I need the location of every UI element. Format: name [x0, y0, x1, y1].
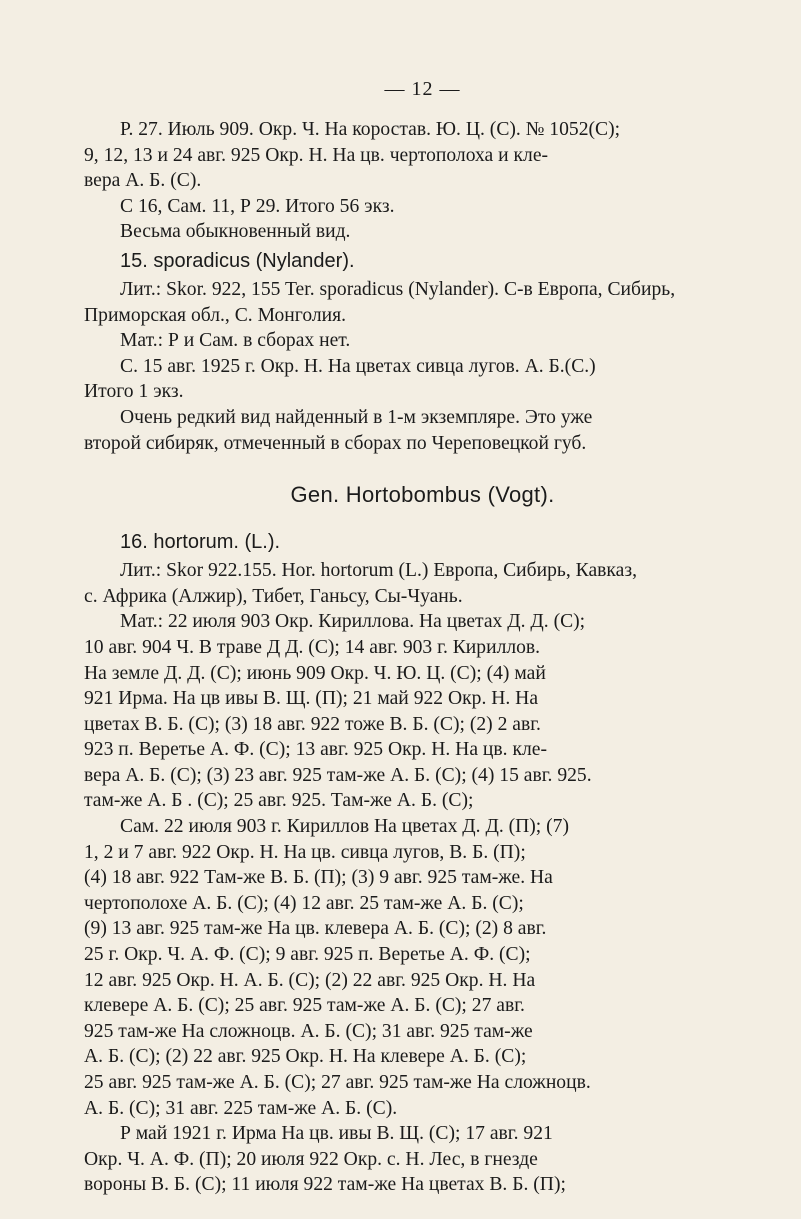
text-line: Весьма обыкновенный вид.: [120, 221, 351, 243]
text-line: Сам. 22 июля 903 г. Кириллов На цветах Д. Д. (П); (7): [120, 816, 570, 838]
text-line: вороны В. Б. (С); 11 июля 922 там-же На цветах В. Б. (П);: [84, 1174, 566, 1196]
paragraph-species15: [84, 277, 761, 456]
text-line: цветах В. Б. (С); (3) 18 авг. 922 тоже В. Б. (С); (2) 2 авг.: [84, 713, 541, 735]
text-line: Итого 1 экз.: [84, 381, 184, 403]
text-line: С. 15 авг. 1925 г. Окр. Н. На цветах сивца лугов. А. Б.(С.): [120, 355, 596, 377]
text-line: 9, 12, 13 и 24 авг. 925 Окр. Н. На цв. чертополоха и кле-: [84, 144, 549, 166]
species-heading-16: 16. hortorum. (L.).: [120, 531, 281, 554]
text-line: 10 авг. 904 Ч. В траве Д Д. (С); 14 авг. 903 г. Кириллов.: [84, 636, 541, 658]
page-number: — 12 —: [384, 78, 461, 100]
paragraph-species14-records: [84, 117, 761, 245]
text-line: клевере А. Б. (С); 25 авг. 925 там-же А. Б. (С); 27 авг.: [84, 995, 525, 1017]
text-line: (9) 13 авг. 925 там-же На цв. клевера А. Б. (С); (2) 8 авг.: [84, 918, 547, 940]
text-line: 12 авг. 925 Окр. Н. А. Б. (С); (2) 22 авг. 925 Окр. Н. На: [84, 969, 536, 991]
text-line: Р. 27. Июль 909. Окр. Ч. На коростав. Ю. Ц. (С). № 1052(С);: [120, 119, 621, 140]
paragraph-species16: [84, 558, 761, 1198]
text-line: вера А. Б. (С); (3) 23 авг. 925 там-же А. Б. (С); (4) 15 авг. 925.: [84, 764, 592, 786]
text-line: 925 там-же На сложноцв. А. Б. (С); 31 авг. 925 там-же: [84, 1020, 533, 1042]
species-heading-15: 15. sporadicus (Nylander).: [120, 249, 355, 272]
text-line: Мат.: Р и Сам. в сборах нет.: [120, 330, 351, 352]
text-line: 921 Ирма. На цв ивы В. Щ. (П); 21 май 922 Окр. Н. На: [84, 688, 539, 710]
text-line: там-же А. Б . (С); 25 авг. 925. Там-же А. Б. (С);: [84, 790, 474, 812]
text-line: чертополохе А. Б. (С); (4) 12 авг. 25 там-же А. Б. (С);: [84, 892, 524, 914]
text-line: С 16, Сам. 11, Р 29. Итого 56 экз.: [120, 195, 395, 217]
text-line: Лит.: Skor. 922, 155 Ter. sporadicus (Nylander). С-в Европа, Сибирь,: [120, 278, 676, 300]
text-line: Лит.: Skor 922.155. Hor. hortorum (L.) Европа, Сибирь, Кавказ,: [120, 560, 637, 582]
text-line: Приморская обл., С. Монголия.: [84, 304, 347, 326]
text-line: На земле Д. Д. (С); июнь 909 Окр. Ч. Ю. Ц. (С); (4) май: [84, 662, 546, 684]
text-line: вера А. Б. (С).: [84, 170, 202, 192]
text-line: А. Б. (С); (2) 22 авг. 925 Окр. Н. На клевере А. Б. (С);: [84, 1046, 527, 1068]
text-line: 923 п. Веретье А. Ф. (С); 13 авг. 925 Окр. Н. На цв. кле-: [84, 739, 547, 761]
text-line: Окр. Ч. А. Ф. (П); 20 июля 922 Окр. с. Н. Лес, в гнезде: [84, 1148, 538, 1170]
text-line: Очень редкий вид найденный в 1-м экземпляре. Это уже: [120, 406, 593, 428]
genus-heading: Gen. Hortobombus (Vogt).: [290, 482, 555, 508]
text-line: 25 авг. 925 там-же А. Б. (С); 27 авг. 925 там-же На сложноцв.: [84, 1072, 591, 1093]
text-line: 25 г. Окр. Ч. А. Ф. (С); 9 авг. 925 п. Веретье А. Ф. (С);: [84, 944, 531, 966]
text-line: второй сибиряк, отмеченный в сборах по Череповецкой губ.: [84, 432, 587, 454]
text-line: Мат.: 22 июля 903 Окр. Кириллова. На цветах Д. Д. (С);: [120, 611, 586, 633]
text-line: 1, 2 и 7 авг. 922 Окр. Н. На цв. сивца лугов, В. Б. (П);: [84, 841, 526, 863]
text-line: (4) 18 авг. 922 Там-же В. Б. (П); (3) 9 авг. 925 там-же. На: [84, 867, 553, 889]
text-line: А. Б. (С); 31 авг. 225 там-же А. Б. (С).: [84, 1097, 398, 1119]
text-line: с. Африка (Алжир), Тибет, Ганьсу, Сы-Чуань.: [84, 585, 463, 607]
text-line: Р май 1921 г. Ирма На цв. ивы В. Щ. (С); 17 авг. 921: [120, 1123, 553, 1145]
